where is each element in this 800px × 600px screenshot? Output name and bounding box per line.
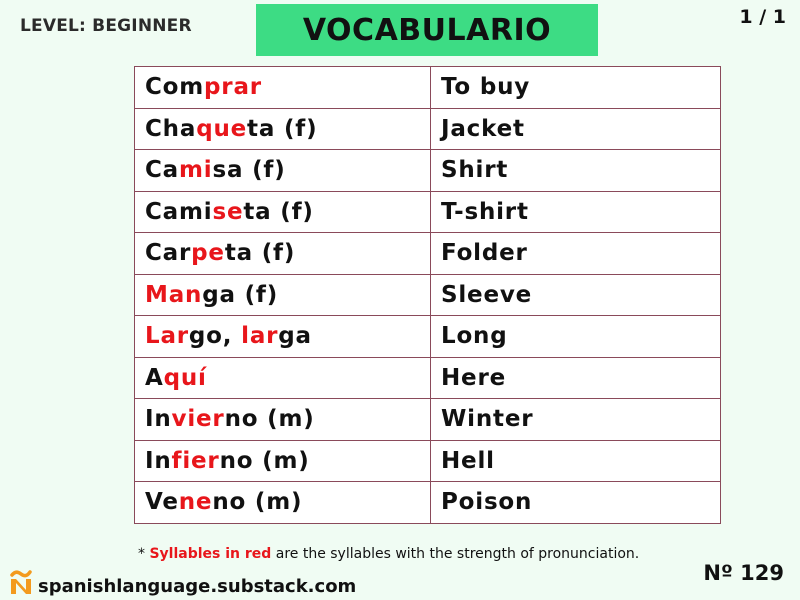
word-segment: Ve xyxy=(145,489,179,516)
spanish-word xyxy=(135,191,431,233)
stressed-syllable: se xyxy=(212,198,244,225)
footnote-text: are the syllables with the strength of pronunciation. xyxy=(271,546,640,562)
stressed-syllable: mi xyxy=(179,157,213,184)
word-segment: Cha xyxy=(145,115,197,142)
n-tilde-logo-icon xyxy=(6,566,36,596)
word-segment: Com xyxy=(145,74,205,101)
spanish-word xyxy=(135,399,431,441)
page-title: VOCABULARIO xyxy=(302,12,552,48)
spanish-word xyxy=(135,440,431,482)
spanish-word xyxy=(135,150,431,192)
vocab-row xyxy=(135,316,721,358)
stressed-syllable: vier xyxy=(171,406,225,433)
footnote-prefix: * xyxy=(138,546,150,562)
word-segment: no (m) xyxy=(224,406,315,433)
english-translation: Folder xyxy=(431,233,721,275)
spanish-word xyxy=(135,67,431,109)
vocab-row xyxy=(135,399,721,441)
spanish-word xyxy=(135,233,431,275)
site-url[interactable]: spanishlanguage.substack.com xyxy=(38,576,357,597)
stressed-syllable: lar xyxy=(241,323,279,350)
stressed-syllable: prar xyxy=(204,74,262,101)
word-segment: Car xyxy=(145,240,192,267)
word-segment: no (m) xyxy=(219,447,310,474)
word-segment: no (m) xyxy=(212,489,303,516)
footnote-highlight: Syllables in red xyxy=(149,546,272,562)
english-translation: To buy xyxy=(431,67,721,109)
stressed-syllable: fier xyxy=(171,447,220,474)
english-translation: Poison xyxy=(431,482,721,524)
vocab-row xyxy=(135,440,721,482)
vocab-row xyxy=(135,233,721,275)
level-label: LEVEL: BEGINNER xyxy=(20,16,192,36)
english-translation: Winter xyxy=(431,399,721,441)
word-segment: In xyxy=(145,406,172,433)
stressed-syllable: que xyxy=(196,115,248,142)
vocab-row xyxy=(135,67,721,109)
spanish-word xyxy=(135,274,431,316)
title-banner xyxy=(256,4,598,56)
english-translation: Sleeve xyxy=(431,274,721,316)
stressed-syllable: Lar xyxy=(145,323,189,350)
english-translation: T-shirt xyxy=(431,191,721,233)
vocab-row xyxy=(135,357,721,399)
word-segment: A xyxy=(145,364,164,391)
stressed-syllable: quí xyxy=(163,364,207,391)
stressed-syllable: Man xyxy=(145,281,203,308)
vocab-row xyxy=(135,150,721,192)
word-segment: ga xyxy=(278,323,312,350)
footnote xyxy=(138,546,639,562)
vocab-row xyxy=(135,274,721,316)
spanish-word xyxy=(135,357,431,399)
vocab-row xyxy=(135,482,721,524)
vocab-row xyxy=(135,191,721,233)
spanish-word xyxy=(135,316,431,358)
english-translation: Hell xyxy=(431,440,721,482)
page-indicator: 1 / 1 xyxy=(739,6,786,28)
lesson-number: Nº 129 xyxy=(703,561,784,585)
english-translation: Jacket xyxy=(431,108,721,150)
word-segment: go, xyxy=(188,323,242,350)
word-segment: Cami xyxy=(145,198,213,225)
word-segment: ta (f) xyxy=(247,115,318,142)
word-segment: In xyxy=(145,447,172,474)
word-segment: ta (f) xyxy=(243,198,314,225)
vocabulary-table xyxy=(134,66,721,524)
spanish-word xyxy=(135,482,431,524)
vocab-row xyxy=(135,108,721,150)
stressed-syllable: ne xyxy=(178,489,213,516)
word-segment: ga (f) xyxy=(202,281,279,308)
word-segment: Ca xyxy=(145,157,179,184)
word-segment: ta (f) xyxy=(224,240,296,267)
english-translation: Shirt xyxy=(431,150,721,192)
stressed-syllable: pe xyxy=(191,240,225,267)
word-segment: sa (f) xyxy=(212,157,286,184)
english-translation: Here xyxy=(431,357,721,399)
english-translation: Long xyxy=(431,316,721,358)
spanish-word xyxy=(135,108,431,150)
